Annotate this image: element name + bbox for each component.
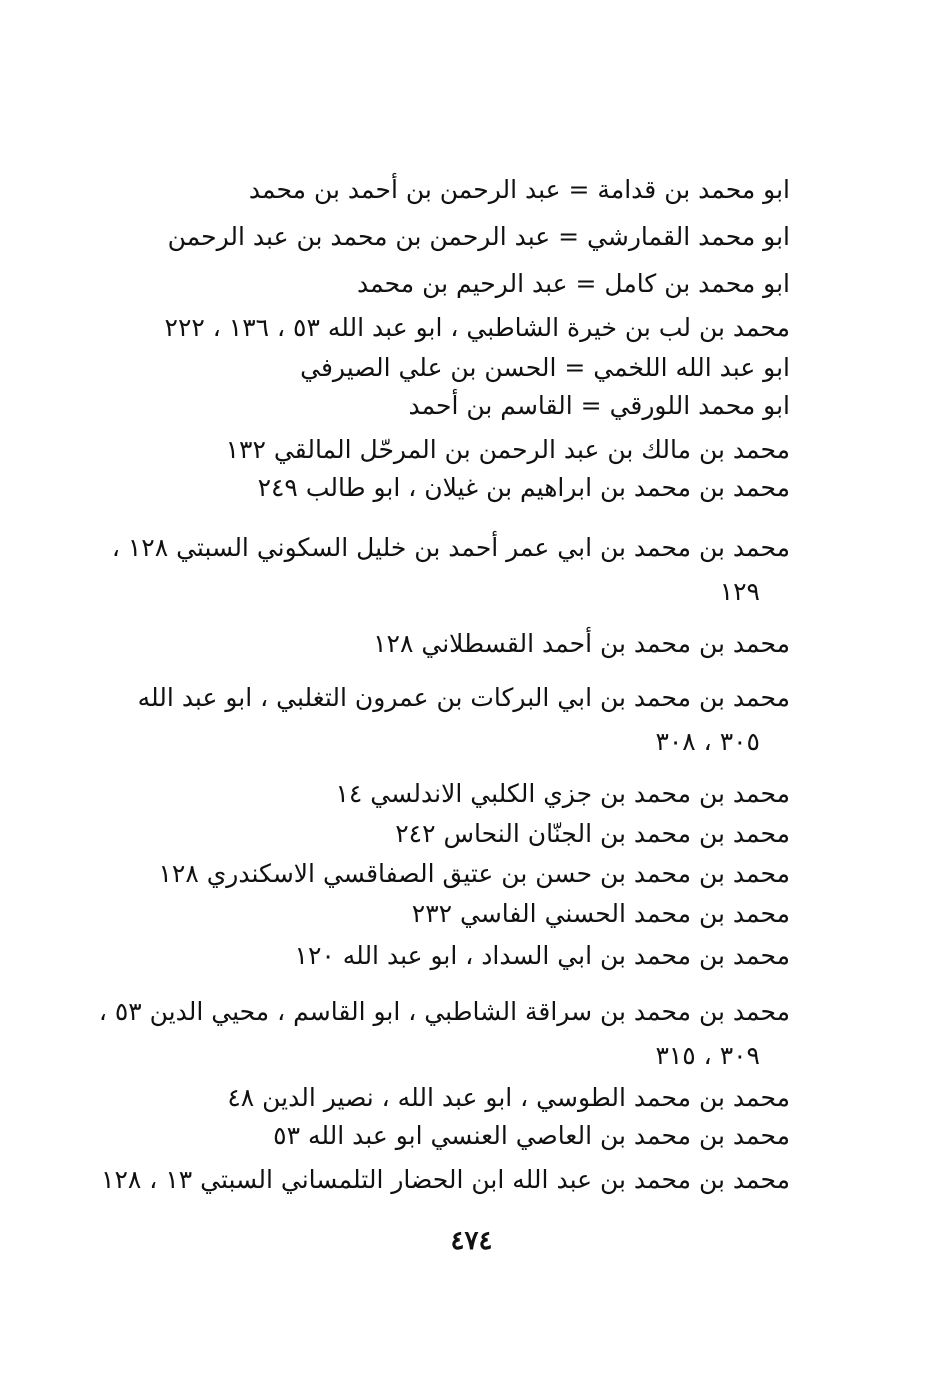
index-entry bbox=[112, 526, 790, 614]
entry-text: ابو محمد بن كامل = عبد الرحيم بن محمد bbox=[357, 269, 790, 298]
index-entry bbox=[165, 306, 790, 350]
entry-text: محمد بن محمد بن ابي السداد ، ابو عبد الله ١٢٠ bbox=[294, 941, 790, 970]
entry-continuation: ١٢٩ bbox=[719, 577, 760, 606]
entry-text: محمد بن محمد الحسني الفاسي ٢٣٢ bbox=[411, 899, 790, 928]
index-entry bbox=[395, 812, 790, 856]
entry-text: ابو محمد اللورقي = القاسم بن أحمد bbox=[408, 391, 790, 420]
entry-text: محمد بن محمد بن ابراهيم بن غيلان ، ابو طالب ٢٤٩ bbox=[257, 473, 790, 502]
entry-text: محمد بن محمد بن حسن بن عتيق الصفاقسي الاسكندري ١٢٨ bbox=[158, 859, 790, 888]
entry-text: محمد بن محمد بن سراقة الشاطبي ، ابو القاسم ، محيي الدين ٥٣ ، bbox=[98, 997, 790, 1026]
entry-text: محمد بن محمد الطوسي ، ابو عبد الله ، نصير الدين ٤٨ bbox=[227, 1083, 790, 1112]
index-entry bbox=[295, 934, 790, 978]
entry-text: ابو محمد بن قدامة = عبد الرحمن بن أحمد بن محمد bbox=[248, 175, 790, 204]
index-entry bbox=[273, 1114, 790, 1158]
entry-text: محمد بن محمد بن ابي البركات بن عمرون التغلبي ، ابو عبد الله bbox=[137, 683, 790, 712]
index-entry bbox=[373, 622, 790, 666]
index-entry bbox=[159, 852, 791, 896]
index-entry bbox=[168, 215, 790, 259]
index-entry bbox=[249, 168, 790, 212]
entry-text: ابو عبد الله اللخمي = الحسن بن علي الصيرفي bbox=[300, 353, 790, 382]
entry-continuation: ٣٠٥ ، ٣٠٨ bbox=[655, 727, 760, 756]
entry-text: محمد بن مالك بن عبد الرحمن بن المرحّل المالقي ١٣٢ bbox=[225, 435, 790, 464]
entry-text: محمد بن لب بن خيرة الشاطبي ، ابو عبد الله ٥٣ ، ١٣٦ ، ٢٢٢ bbox=[164, 313, 790, 342]
entry-text: محمد بن محمد بن جزي الكلبي الاندلسي ١٤ bbox=[335, 779, 790, 808]
index-entry bbox=[101, 1158, 790, 1202]
page-number: ٤٧٤ bbox=[450, 1226, 493, 1256]
entry-text: محمد بن محمد بن العاصي العنسي ابو عبد الله ٥٣ bbox=[273, 1121, 790, 1150]
entry-text: محمد بن محمد بن عبد الله ابن الحضار التلمساني السبتي ١٣ ، ١٢٨ bbox=[101, 1165, 790, 1194]
index-entry bbox=[412, 892, 790, 936]
index-entry bbox=[357, 262, 790, 306]
entry-text: ابو محمد القمارشي = عبد الرحمن بن محمد بن عبد الرحمن bbox=[167, 222, 790, 251]
index-entry bbox=[258, 466, 790, 510]
entry-text: محمد بن محمد بن ابي عمر أحمد بن خليل السكوني السبتي ١٢٨ ، bbox=[111, 533, 790, 562]
index-entry bbox=[408, 384, 790, 428]
entry-text: محمد بن محمد بن أحمد القسطلاني ١٢٨ bbox=[373, 629, 790, 658]
entry-continuation: ٣٠٩ ، ٣١٥ bbox=[655, 1041, 760, 1070]
entry-text: محمد بن محمد بن الجنّان النحاس ٢٤٢ bbox=[395, 819, 790, 848]
index-entry bbox=[99, 990, 790, 1078]
index-entry bbox=[335, 772, 790, 816]
index-entry bbox=[138, 676, 790, 764]
